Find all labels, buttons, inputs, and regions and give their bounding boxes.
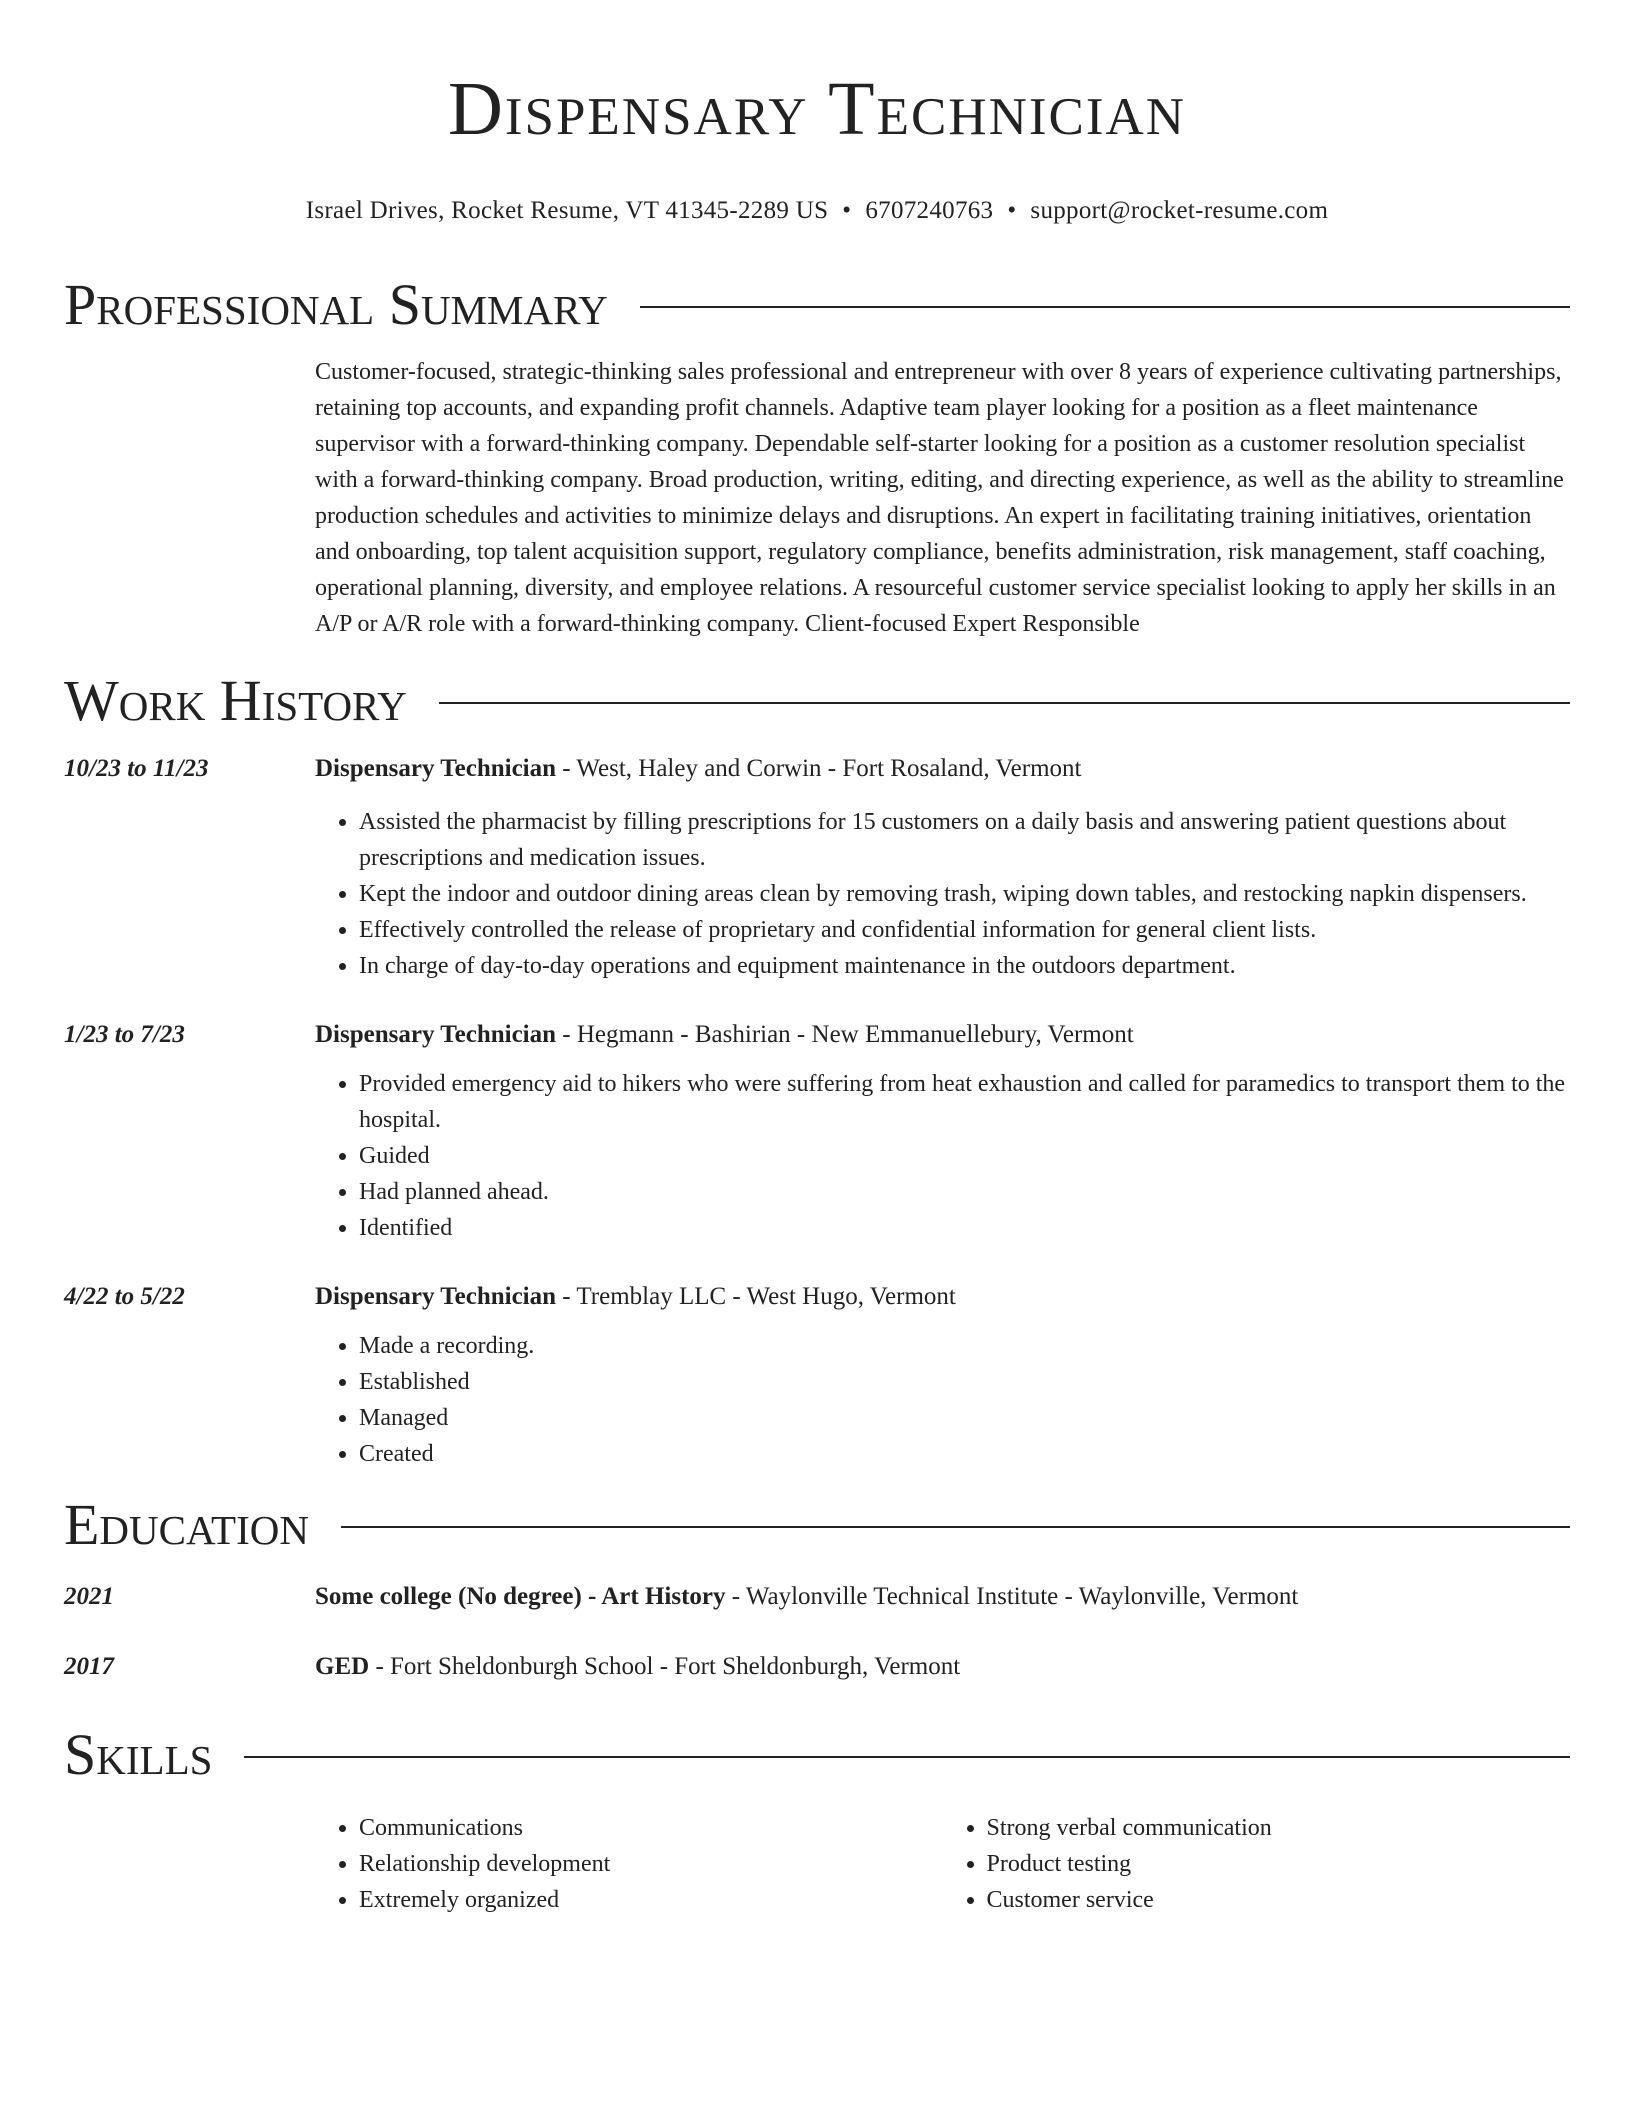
summary-section-header xyxy=(64,272,1570,338)
education-year: 2021 xyxy=(64,1583,114,1610)
job-employer: - Tremblay LLC - West Hugo, Vermont xyxy=(556,1283,956,1310)
education-entry xyxy=(64,1650,1570,1684)
skill-item: • Product testing xyxy=(987,1846,1571,1882)
education-line xyxy=(315,1650,1570,1684)
job-employer: - Hegmann - Bashirian - New Emmanuellebury, Vermont xyxy=(556,1021,1134,1048)
job-dates: 1/23 to 7/23 xyxy=(64,1021,185,1048)
skill-item: • Communications xyxy=(359,1810,943,1846)
contact-phone: 6707240763 xyxy=(865,197,994,224)
job-title: Dispensary Technician xyxy=(315,755,557,782)
section-divider xyxy=(439,702,1570,704)
education-degree: Some college (No degree) - Art History xyxy=(315,1583,726,1610)
job-bullets xyxy=(315,804,1570,984)
contact-email: support@rocket-resume.com xyxy=(1030,197,1329,224)
skill-item: • Relationship development xyxy=(359,1846,943,1882)
job-dates: 10/23 to 11/23 xyxy=(64,755,209,782)
education-section-header xyxy=(64,1492,1570,1558)
job-bullet: • In charge of day-to-day operations and equipment maintenance in the outdoors department. xyxy=(359,948,1570,984)
job-bullet: • Made a recording. xyxy=(359,1328,1570,1364)
job-title-line xyxy=(315,752,1570,786)
job-dates: 4/22 to 5/22 xyxy=(64,1283,185,1310)
education-school: - Fort Sheldonburgh School - Fort Sheldonburgh, Vermont xyxy=(369,1653,961,1680)
contact-line xyxy=(64,194,1570,228)
skill-item: • Strong verbal communication xyxy=(987,1810,1571,1846)
skills-column-right xyxy=(943,1810,1571,1918)
education-school: - Waylonville Technical Institute - Waylonville, Vermont xyxy=(725,1583,1299,1610)
job-bullets xyxy=(315,1328,1570,1472)
skills-column-left xyxy=(315,1810,943,1918)
work-section-header xyxy=(64,668,1570,734)
skills-list xyxy=(315,1810,1570,1918)
job-bullet: • Identified xyxy=(359,1210,1570,1246)
job-bullet: • Effectively controlled the release of proprietary and confidential information for general client lists. xyxy=(359,912,1570,948)
resume-page xyxy=(64,0,1570,1918)
skill-item: • Customer service xyxy=(987,1882,1571,1918)
education-year: 2017 xyxy=(64,1653,114,1680)
job-title: Dispensary Technician xyxy=(315,1283,557,1310)
resume-title: Dispensary Technician xyxy=(447,67,1187,151)
job-bullet: • Had planned ahead. xyxy=(359,1174,1570,1210)
job-bullet: • Provided emergency aid to hikers who were suffering from heat exhaustion and called for paramedics to transport them to the hospital. xyxy=(359,1066,1570,1138)
contact-separator: • xyxy=(842,197,852,224)
job-title: Dispensary Technician xyxy=(315,1021,557,1048)
job-bullet: • Created xyxy=(359,1436,1570,1472)
section-divider xyxy=(640,306,1570,308)
job-bullet: • Guided xyxy=(359,1138,1570,1174)
job-bullets xyxy=(315,1066,1570,1246)
job-title-line xyxy=(315,1018,1570,1052)
job-entry xyxy=(64,752,1570,984)
job-bullet: • Assisted the pharmacist by filling prescriptions for 15 customers on a daily basis and answering patient questions about prescriptions and medication issues. xyxy=(359,804,1570,876)
section-divider xyxy=(341,1526,1570,1528)
job-entry xyxy=(64,1280,1570,1472)
education-line xyxy=(315,1580,1570,1614)
skills-section-header xyxy=(64,1722,1570,1788)
education-heading: Education xyxy=(64,1492,309,1557)
skill-item: • Extremely organized xyxy=(359,1882,943,1918)
education-entry xyxy=(64,1580,1570,1614)
job-bullet: • Established xyxy=(359,1364,1570,1400)
job-bullet: • Kept the indoor and outdoor dining areas clean by removing trash, wiping down tables, and restocking napkin dispensers. xyxy=(359,876,1570,912)
job-entry xyxy=(64,1018,1570,1246)
education-degree: GED xyxy=(315,1653,370,1680)
job-title-line xyxy=(315,1280,1570,1314)
job-bullet: • Managed xyxy=(359,1400,1570,1436)
summary-text: Customer-focused, strategic-thinking sales professional and entrepreneur with over 8 years of experience cultivating partnerships, retaining top accounts, and expanding profit channels. Adaptive team player looking for a position as a fleet maintenance supervisor with a forward-thinking company. Dependable self-starter looking for a position as a customer resolution specialist with a forward-thinking company. Broad production, writing, editing, and directing experience, as well as the ability to streamline production schedules and activities to minimize delays and disruptions. An expert in facilitating training initiatives, orientation and onboarding, top talent acquisition support, regulatory compliance, benefits administration, risk management, staff coaching, operational planning, diversity, and employee relations. A resourceful customer service specialist looking to apply her skills in an A/P or A/R role with a forward-thinking company. Client-focused Expert Responsible xyxy=(315,359,1564,637)
job-employer: - West, Haley and Corwin - Fort Rosaland, Vermont xyxy=(556,755,1082,782)
contact-address: Israel Drives, Rocket Resume, VT 41345-2289 US xyxy=(305,197,829,224)
contact-separator: • xyxy=(1007,197,1017,224)
skills-heading: Skills xyxy=(64,1722,213,1787)
section-divider xyxy=(244,1756,1570,1758)
work-heading: Work History xyxy=(64,668,407,733)
summary-heading: Professional Summary xyxy=(64,272,608,337)
